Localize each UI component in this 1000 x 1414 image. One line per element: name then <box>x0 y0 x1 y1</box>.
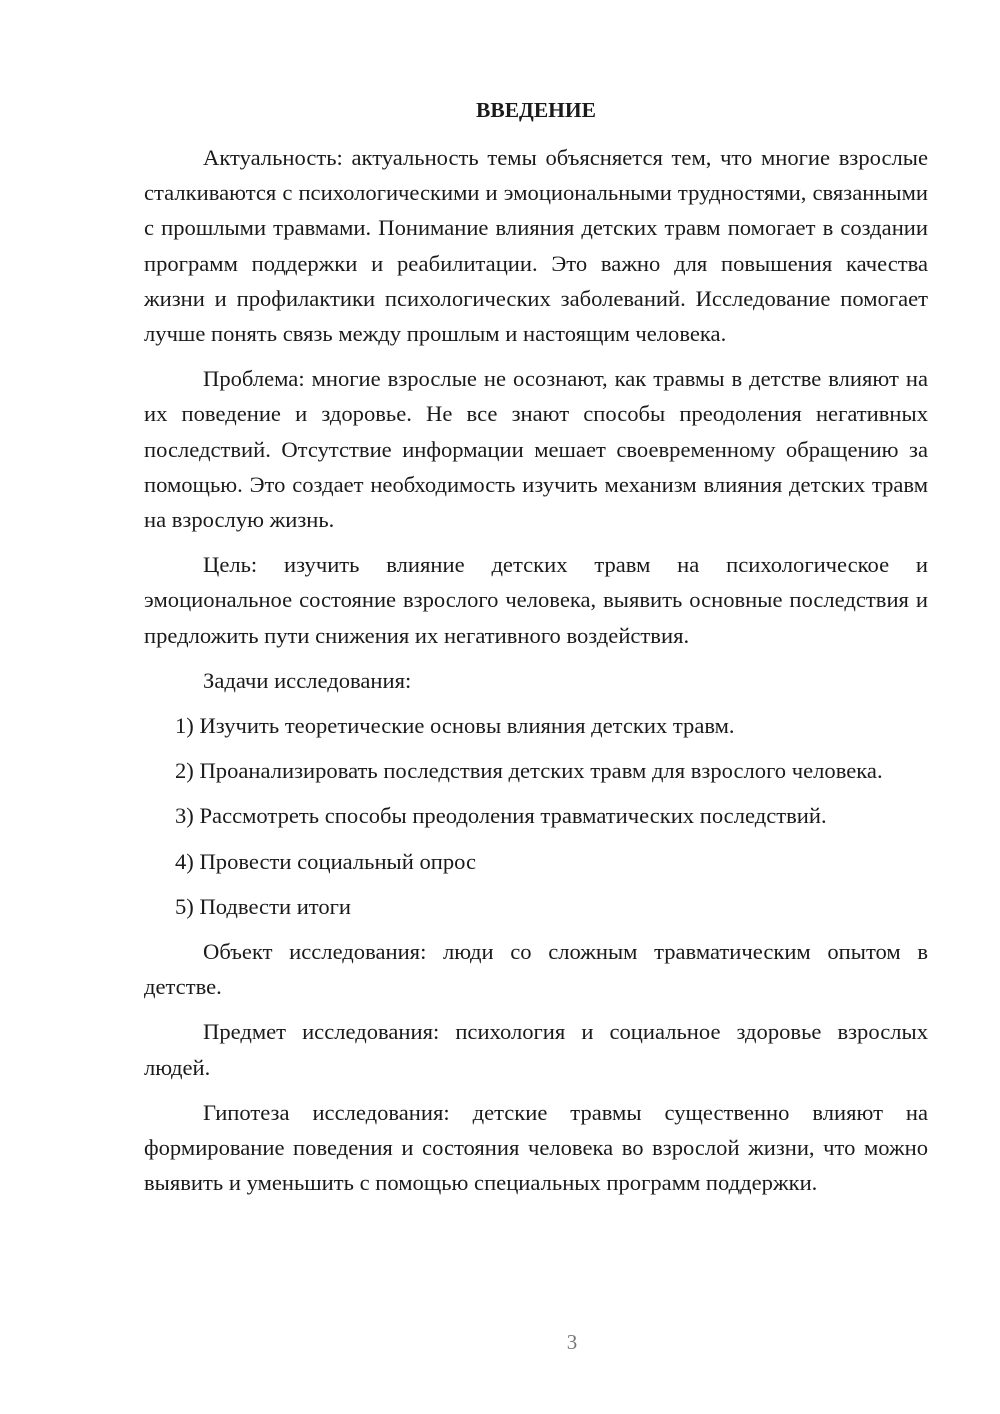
list-item: 5) Подвести итоги <box>175 893 352 919</box>
paragraph-hypothesis: Гипотеза исследования: детские травмы существенно влияют на формирование поведения и состояния человека во взрослой жизни, что можно выявить и уменьшить с помощью специальных программ поддержки. <box>144 1099 928 1196</box>
list-item: 4) Провести социальный опрос <box>175 848 477 874</box>
document-page <box>144 92 928 1210</box>
paragraph-object: Объект исследования: люди со сложным травматическим опытом в детстве. <box>144 939 928 1000</box>
list-item: 1) Изучить теоретические основы влияния детских травм. <box>175 713 735 739</box>
tasks-heading: Задачи исследования: <box>203 667 412 693</box>
list-item: 2) Проанализировать последствия детских травм для взрослого человека. <box>175 758 883 784</box>
paragraph-subject: Предмет исследования: психология и социальное здоровье взрослых людей. <box>144 1019 928 1080</box>
page-number: 3 <box>566 1330 578 1354</box>
paragraph-problem: Проблема: многие взрослые не осознают, как травмы в детстве влияют на их поведение и здоровье. Не все знают способы преодоления негативных последствий. Отсутствие информации мешает своевременному обращению за помощью. Это создает необходимость изучить механизм влияния детских травм на взрослую жизнь. <box>144 366 928 533</box>
page-title: ВВЕДЕНИЕ <box>476 98 596 122</box>
paragraph-relevance: Актуальность: актуальность темы объясняется тем, что многие взрослые сталкиваются с психологическими и эмоциональными трудностями, связанными с прошлыми травмами. Понимание влияния детских травм помогает в создании программ поддержки и реабилитации. Это важно для повышения качества жизни и профилактики психологических заболеваний. Исследование помогает лучше понять связь между прошлым и настоящим человека. <box>144 145 928 347</box>
list-item: 3) Рассмотреть способы преодоления травматических последствий. <box>175 803 827 829</box>
paragraph-goal: Цель: изучить влияние детских травм на психологическое и эмоциональное состояние взрослого человека, выявить основные последствия и предложить пути снижения их негативного воздействия. <box>144 552 928 648</box>
